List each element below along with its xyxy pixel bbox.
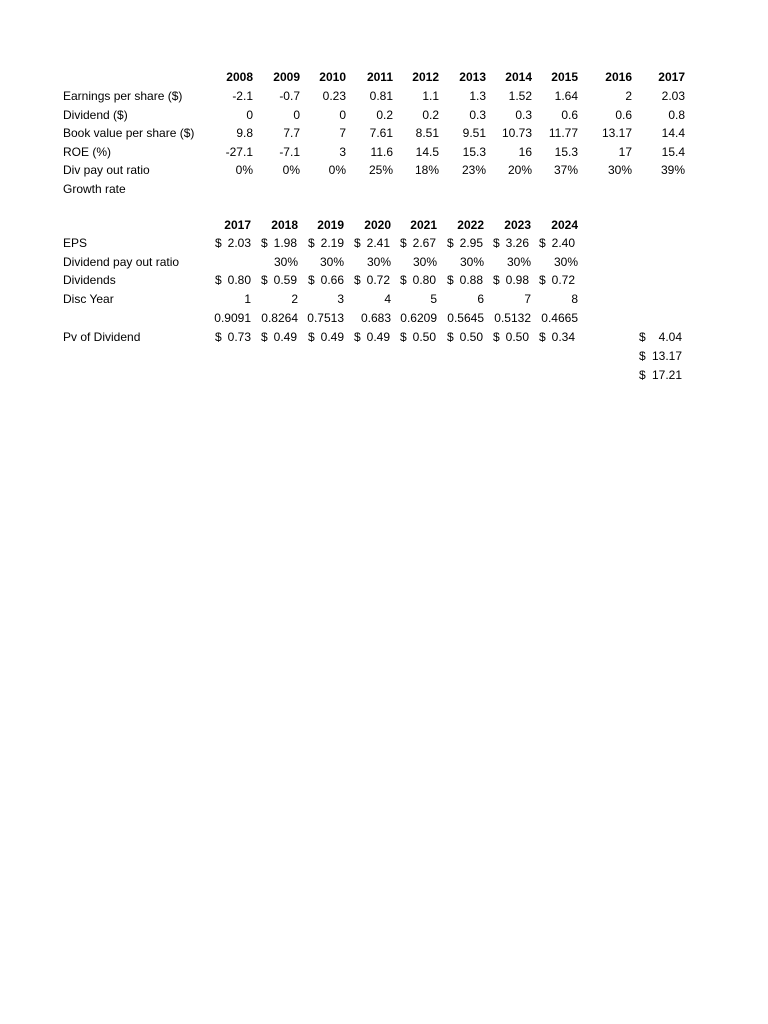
currency-symbol: $ <box>354 236 361 250</box>
cell-value: 37% <box>553 163 578 177</box>
currency-symbol: $ <box>215 273 222 287</box>
cell-value: 9.51 <box>462 126 486 140</box>
currency-amount: 3.26 <box>505 236 529 250</box>
row-label: Dividend ($) <box>63 108 128 122</box>
cell-value <box>207 253 251 271</box>
cell-value: 11.77 <box>548 126 578 140</box>
cell-value: 3 <box>337 292 344 306</box>
currency-symbol: $ <box>639 349 646 363</box>
currency-symbol: $ <box>400 330 407 344</box>
cell-value: 14.5 <box>415 145 439 159</box>
year-header: 2014 <box>505 70 532 84</box>
cell-value: 0% <box>282 163 300 177</box>
currency-amount: 13.17 <box>651 349 682 363</box>
currency-amount: 0.59 <box>273 273 297 287</box>
payout-row <box>0 253 768 271</box>
currency-amount: 0.98 <box>505 273 529 287</box>
currency-cell <box>493 234 529 252</box>
row-label: Growth rate <box>63 182 126 196</box>
currency-symbol: $ <box>447 273 454 287</box>
top-table-row <box>0 87 768 105</box>
cell-value: 25% <box>368 163 393 177</box>
currency-amount: 0.66 <box>320 273 344 287</box>
year-header: 2016 <box>605 70 632 84</box>
row-label: Disc Year <box>63 292 114 306</box>
year-header: 2023 <box>504 218 531 232</box>
cell-value: 5 <box>430 292 437 306</box>
currency-amount: 2.03 <box>227 236 251 250</box>
currency-cell <box>400 271 436 289</box>
cell-value: 9.8 <box>236 126 253 140</box>
currency-amount: 17.21 <box>651 368 682 382</box>
top-table-row <box>0 161 768 179</box>
cell-value: 10.73 <box>501 126 532 140</box>
cell-value: 15.3 <box>554 145 578 159</box>
cell-value: 15.3 <box>462 145 486 159</box>
cell-value: 2.03 <box>661 89 685 103</box>
cell-value: 4 <box>384 292 391 306</box>
year-header: 2015 <box>551 70 578 84</box>
eps-row <box>0 234 768 252</box>
currency-symbol: $ <box>261 330 268 344</box>
currency-symbol: $ <box>447 330 454 344</box>
cell-value: 0.7513 <box>307 311 344 325</box>
currency-amount: 0.34 <box>551 330 575 344</box>
year-header: 2017 <box>224 218 251 232</box>
cell-value: 7.61 <box>369 126 393 140</box>
dividends-row <box>0 271 768 289</box>
currency-symbol: $ <box>308 236 315 250</box>
currency-amount: 2.41 <box>366 236 390 250</box>
year-header: 2021 <box>410 218 437 232</box>
year-header: 2010 <box>319 70 346 84</box>
row-label: Div pay out ratio <box>63 163 150 177</box>
cell-value: 11.6 <box>370 145 393 159</box>
row-label: EPS <box>63 236 88 250</box>
currency-symbol: $ <box>308 330 315 344</box>
cell-value: 13.17 <box>601 126 632 140</box>
year-header: 2011 <box>366 70 393 84</box>
currency-amount: 4.04 <box>658 330 682 344</box>
cell-value: 30% <box>506 255 531 269</box>
top-table-row <box>0 124 768 142</box>
year-header: 2019 <box>317 218 344 232</box>
cell-value: -0.7 <box>279 89 300 103</box>
cell-value: 0.9091 <box>214 311 251 325</box>
currency-symbol: $ <box>261 236 268 250</box>
disc-year-row <box>0 290 768 308</box>
currency-amount: 0.50 <box>412 330 436 344</box>
cell-value: 0.3 <box>469 108 486 122</box>
currency-amount: 0.73 <box>227 330 251 344</box>
summary-value <box>639 347 682 365</box>
currency-symbol: $ <box>539 330 546 344</box>
cell-value: 30% <box>319 255 344 269</box>
currency-amount: 2.95 <box>459 236 483 250</box>
currency-symbol: $ <box>493 330 500 344</box>
cell-value: 7 <box>524 292 531 306</box>
currency-cell <box>354 271 390 289</box>
currency-amount: 0.49 <box>273 330 297 344</box>
cell-value: 0.2 <box>422 108 439 122</box>
currency-cell <box>308 271 344 289</box>
cell-value: 0.23 <box>322 89 346 103</box>
year-header: 2008 <box>226 70 253 84</box>
cell-value: 18% <box>414 163 439 177</box>
cell-value: 1.1 <box>422 89 439 103</box>
row-label: Pv of Dividend <box>63 330 141 344</box>
cell-value: 0.5645 <box>447 311 484 325</box>
currency-symbol: $ <box>447 236 454 250</box>
cell-value: 39% <box>660 163 685 177</box>
currency-symbol: $ <box>639 368 646 382</box>
year-header: 2017 <box>658 70 685 84</box>
cell-value: 0.6 <box>615 108 632 122</box>
currency-symbol: $ <box>261 273 268 287</box>
currency-cell <box>447 271 483 289</box>
cell-value: 0 <box>293 108 300 122</box>
cell-value: 0.6209 <box>400 311 437 325</box>
cell-value: 0 <box>246 108 253 122</box>
currency-symbol: $ <box>400 273 407 287</box>
currency-amount: 0.50 <box>459 330 483 344</box>
year-header: 2024 <box>551 218 578 232</box>
year-header: 2020 <box>364 218 391 232</box>
currency-cell <box>447 234 483 252</box>
cell-value: 30% <box>459 255 484 269</box>
cell-value: -7.1 <box>279 145 300 159</box>
cell-value: 7.7 <box>283 126 300 140</box>
currency-symbol: $ <box>308 273 315 287</box>
year-header: 2013 <box>459 70 486 84</box>
cell-value: 7 <box>339 126 346 140</box>
bottom-header-row <box>0 216 768 234</box>
year-header: 2018 <box>271 218 298 232</box>
cell-value: 0.3 <box>515 108 532 122</box>
cell-value: 0% <box>235 163 253 177</box>
cell-value: 1.52 <box>508 89 532 103</box>
currency-amount: 0.72 <box>551 273 575 287</box>
row-label: Dividend pay out ratio <box>63 255 180 269</box>
summary-row <box>0 328 768 346</box>
currency-cell <box>215 271 251 289</box>
currency-amount: 0.49 <box>366 330 390 344</box>
cell-value: 0.8 <box>668 108 685 122</box>
currency-cell <box>261 234 297 252</box>
cell-value: 30% <box>412 255 437 269</box>
currency-symbol: $ <box>493 273 500 287</box>
currency-amount: 0.49 <box>320 330 344 344</box>
currency-amount: 0.80 <box>412 273 436 287</box>
year-header: 2012 <box>412 70 439 84</box>
cell-value: 0.2 <box>376 108 393 122</box>
cell-value: 20% <box>507 163 532 177</box>
currency-amount: 1.98 <box>273 236 297 250</box>
currency-amount: 2.19 <box>320 236 344 250</box>
currency-symbol: $ <box>493 236 500 250</box>
currency-cell <box>215 234 251 252</box>
currency-cell <box>261 271 297 289</box>
cell-value: 30% <box>553 255 578 269</box>
cell-value: 2 <box>291 292 298 306</box>
cell-value: 23% <box>461 163 486 177</box>
top-table-row <box>0 143 768 161</box>
cell-value: 17 <box>618 145 632 159</box>
cell-value: 0.5132 <box>494 311 531 325</box>
currency-symbol: $ <box>539 273 546 287</box>
cell-value: 1.64 <box>554 89 578 103</box>
currency-symbol: $ <box>354 273 361 287</box>
cell-value: 2 <box>625 89 632 103</box>
top-table-row <box>0 106 768 124</box>
cell-value: 0.6 <box>561 108 578 122</box>
row-label: Dividends <box>63 273 116 287</box>
cell-value: 0% <box>328 163 346 177</box>
year-header: 2022 <box>457 218 484 232</box>
cell-value: 1.3 <box>469 89 486 103</box>
cell-value: 3 <box>339 145 346 159</box>
discount-factor-row <box>0 309 768 327</box>
currency-amount: 0.88 <box>459 273 483 287</box>
currency-cell <box>493 271 529 289</box>
cell-value: -2.1 <box>232 89 253 103</box>
currency-amount: 2.67 <box>412 236 436 250</box>
currency-amount: 2.40 <box>551 236 575 250</box>
top-table-row <box>0 180 768 198</box>
currency-symbol: $ <box>400 236 407 250</box>
summary-value <box>639 328 682 346</box>
cell-value: 15.4 <box>661 145 685 159</box>
cell-value: 1 <box>244 292 251 306</box>
top-header-row <box>0 68 768 86</box>
cell-value: 30% <box>366 255 391 269</box>
currency-cell <box>308 234 344 252</box>
cell-value: 16 <box>518 145 532 159</box>
cell-value: 0.8264 <box>261 311 298 325</box>
summary-row <box>0 347 768 365</box>
currency-symbol: $ <box>354 330 361 344</box>
currency-symbol: $ <box>215 236 222 250</box>
cell-value: 6 <box>477 292 484 306</box>
cell-value: -27.1 <box>225 145 253 159</box>
cell-value: 0.683 <box>360 311 391 325</box>
year-header: 2009 <box>273 70 300 84</box>
currency-symbol: $ <box>639 330 646 344</box>
cell-value: 0 <box>339 108 346 122</box>
row-label: Book value per share ($) <box>63 126 195 140</box>
currency-cell <box>400 234 436 252</box>
cell-value: 30% <box>273 255 298 269</box>
currency-cell <box>539 234 575 252</box>
cell-value: 8 <box>571 292 578 306</box>
row-label: Earnings per share ($) <box>63 89 183 103</box>
currency-symbol: $ <box>215 330 222 344</box>
cell-value: 0.81 <box>369 89 393 103</box>
currency-amount: 0.80 <box>227 273 251 287</box>
cell-value: 14.4 <box>661 126 685 140</box>
cell-value: 8.51 <box>415 126 439 140</box>
currency-cell <box>539 271 575 289</box>
summary-value <box>639 366 682 384</box>
currency-symbol: $ <box>539 236 546 250</box>
currency-cell <box>354 234 390 252</box>
currency-amount: 0.50 <box>505 330 529 344</box>
cell-value: 0.4665 <box>541 311 578 325</box>
cell-value: 30% <box>607 163 632 177</box>
row-label: ROE (%) <box>63 145 111 159</box>
summary-row <box>0 366 768 384</box>
currency-amount: 0.72 <box>366 273 390 287</box>
